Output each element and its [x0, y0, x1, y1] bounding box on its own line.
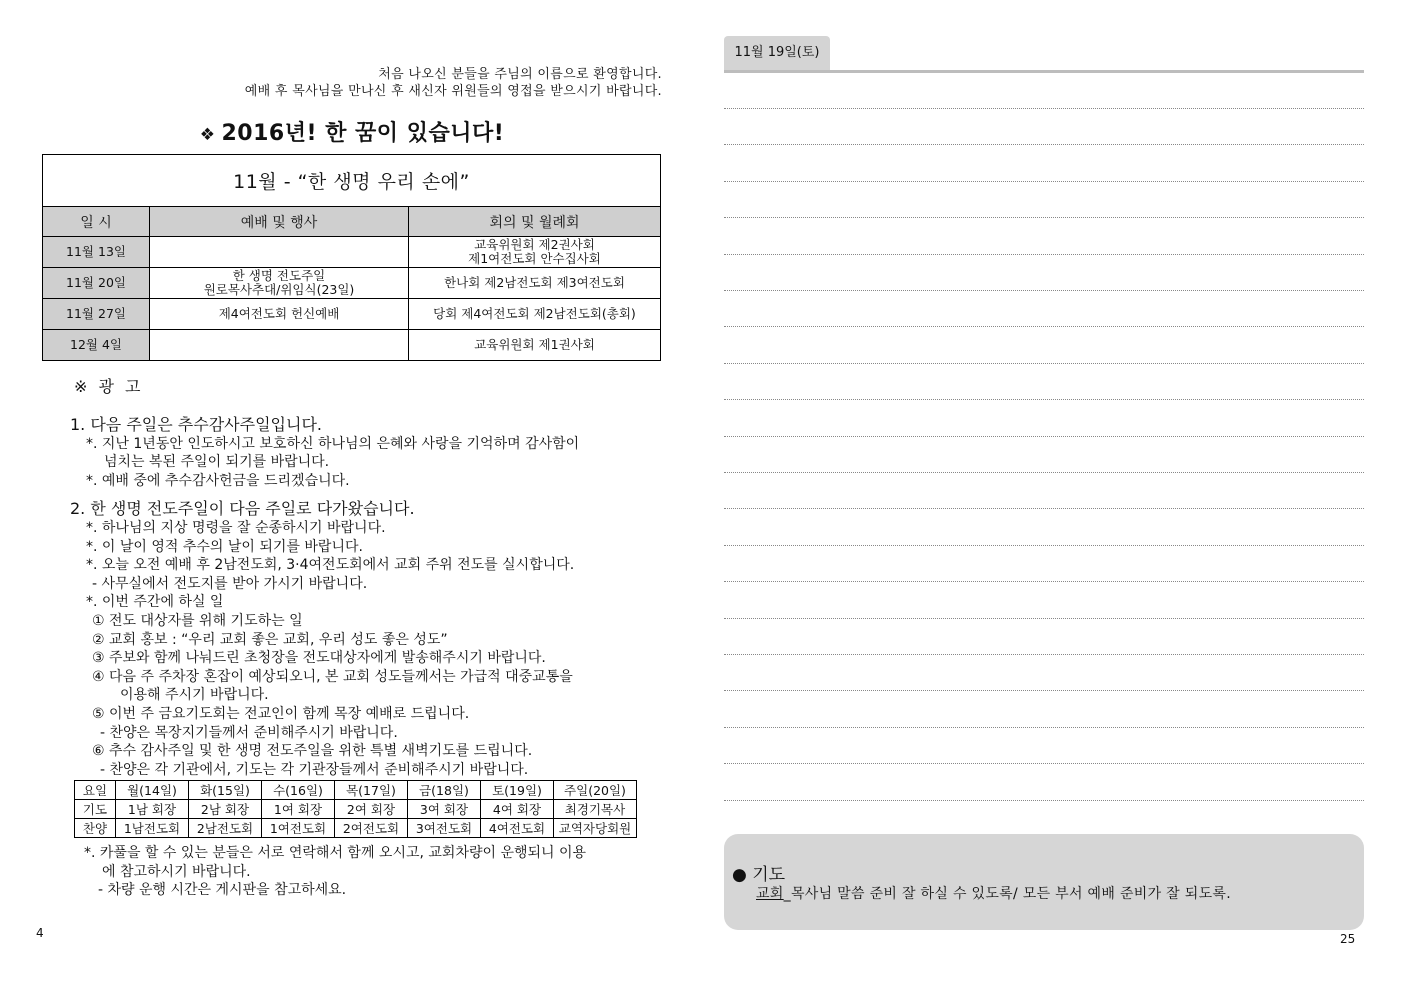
list-item: ⑥ 추수 감사주일 및 한 생명 전도주일을 위한 특별 새벽기도를 드립니다. [92, 743, 533, 760]
row-date: 11월 27일 [43, 299, 150, 330]
meeting-line: 제1여전도회 안수집사회 [468, 251, 601, 266]
list-item: - 찬양은 목장지기들께서 준비해주시기 바랍니다. [100, 724, 398, 741]
note-line [724, 399, 1364, 400]
note-line [724, 618, 1364, 619]
note-line [724, 254, 1364, 255]
list-item: 이용해 주시기 바랍니다. [120, 687, 269, 704]
table-row [75, 819, 637, 838]
row-label: 기도 [75, 800, 116, 819]
list-item: *. 하나님의 지상 명령을 잘 순종하시기 바랍니다. [86, 519, 386, 536]
row-meeting: 한나회 제2남전도회 제3여전도회 [409, 268, 661, 299]
table-cell: 1남전도회 [116, 819, 189, 838]
carpool-notice [84, 844, 664, 900]
prayer-text [756, 883, 1231, 903]
table-row [43, 237, 661, 268]
list-item: ③ 주보와 함께 나눠드린 초청장을 전도대상자에게 발송해주시기 바랍니다. [92, 650, 546, 667]
note-line [724, 290, 1364, 291]
announcements-title: ※ 광 고 [74, 377, 144, 396]
row-date: 12월 4일 [43, 330, 150, 361]
table-row [75, 800, 637, 819]
prayer-heading: ● 기도 [732, 865, 786, 885]
table-row [43, 330, 661, 361]
worship-line: 원로목사추대/위임식(23일) [203, 282, 355, 297]
note-line [724, 508, 1364, 509]
list-item: - 사무실에서 전도지를 받아 가시기 바랍니다. [92, 575, 368, 592]
header-date: 일 시 [43, 207, 150, 237]
carpool-line: *. 카풀을 할 수 있는 분들은 서로 연락해서 함께 오시고, 교회차량이 운행되니 이용 [84, 845, 587, 861]
list-item: ④ 다음 주 주차장 혼잡이 예상되오니, 본 교회 성도들께서는 가급적 대중교통을 [92, 668, 573, 685]
row-date: 11월 20일 [43, 268, 150, 299]
table-cell: 월(14일) [116, 781, 189, 800]
note-line [724, 326, 1364, 327]
prayer-subject: 교회 [756, 886, 784, 902]
note-line [724, 763, 1364, 764]
row-date: 11월 13일 [43, 237, 150, 268]
table-cell: 교역자당회원 [554, 819, 637, 838]
note-line [724, 800, 1364, 801]
header-meeting: 회의 및 월례회 [409, 207, 661, 237]
list-item: ① 전도 대상자를 위해 기도하는 일 [92, 612, 303, 629]
weekly-prayer-table [74, 780, 637, 838]
note-line [724, 436, 1364, 437]
note-line [724, 581, 1364, 582]
row-worship: 제4여전도회 헌신예배 [150, 299, 409, 330]
prayer-box [724, 834, 1364, 930]
table-cell: 목(17일) [335, 781, 408, 800]
tab-divider [724, 70, 1364, 73]
schedule-title: 11월 - “한 생명 우리 손에” [43, 155, 661, 207]
list-item: ⑤ 이번 주 금요기도회는 전교인이 함께 목장 예배로 드립니다. [92, 705, 470, 722]
header-worship: 예배 및 행사 [150, 207, 409, 237]
row-worship [150, 330, 409, 361]
note-line [724, 144, 1364, 145]
row-worship [150, 268, 409, 299]
row-meeting: 교육위원회 제1권사회 [409, 330, 661, 361]
table-cell: 금(18일) [408, 781, 481, 800]
row-worship [150, 237, 409, 268]
table-cell: 2남전도회 [189, 819, 262, 838]
note-line [724, 690, 1364, 691]
page-number-right: 25 [1340, 932, 1356, 946]
table-cell: 2남 회장 [189, 800, 262, 819]
november-schedule-table [42, 154, 661, 361]
carpool-line: 에 참고하시기 바랍니다. [102, 863, 251, 880]
note-line [724, 654, 1364, 655]
headline [42, 116, 662, 147]
row-label: 요일 [75, 781, 116, 800]
table-cell: 4여전도회 [481, 819, 554, 838]
table-cell: 1남 회장 [116, 800, 189, 819]
table-cell: 3여전도회 [408, 819, 481, 838]
table-cell: 토(19일) [481, 781, 554, 800]
row-label: 찬양 [75, 819, 116, 838]
note-line [724, 363, 1364, 364]
table-cell: 주일(20일) [554, 781, 637, 800]
page-number-left: 4 [36, 926, 44, 940]
note-line [724, 727, 1364, 728]
table-cell: 4여 회장 [481, 800, 554, 819]
row-meeting [409, 237, 661, 268]
date-tab: 11월 19일(토) [724, 36, 830, 70]
note-line [724, 472, 1364, 473]
table-cell: 3여 회장 [408, 800, 481, 819]
table-cell: 1여 회장 [262, 800, 335, 819]
note-line [724, 108, 1364, 109]
list-item: 넘치는 복된 주일이 되기를 바랍니다. [104, 454, 330, 471]
list-item: - 찬양은 각 기관에서, 기도는 각 기관장들께서 준비해주시기 바랍니다. [100, 761, 529, 778]
list-item: *. 예배 중에 추수감사헌금을 드리겠습니다. [86, 472, 350, 489]
list-item: ② 교회 홍보 : “우리 교회 좋은 교회, 우리 성도 좋은 성도” [92, 631, 448, 648]
table-row [75, 781, 637, 800]
announcements-body [70, 410, 670, 779]
headline-text: 2016년! 한 꿈이 있습니다! [221, 121, 505, 146]
note-line [724, 217, 1364, 218]
table-cell: 2여 회장 [335, 800, 408, 819]
note-line [724, 545, 1364, 546]
section-1-title: 1. 다음 주일은 추수감사주일입니다. [70, 415, 322, 434]
diamond-icon: ❖ [199, 125, 216, 145]
list-item: *. 이번 주간에 하실 일 [86, 594, 224, 611]
table-cell: 화(15일) [189, 781, 262, 800]
table-cell: 수(16일) [262, 781, 335, 800]
row-meeting: 당회 제4여전도회 제2남전도회(총회) [409, 299, 661, 330]
welcome-message [100, 66, 662, 100]
worship-line: 한 생명 전도주일 [232, 268, 326, 283]
table-cell: 1여전도회 [262, 819, 335, 838]
table-cell: 2여전도회 [335, 819, 408, 838]
prayer-content: _목사님 말씀 준비 잘 하실 수 있도록/ 모든 부서 예배 준비가 잘 되도록. [783, 886, 1231, 902]
welcome-line-2: 예배 후 목사님을 만나신 후 새신자 위원들의 영접을 받으시기 바랍니다. [244, 84, 662, 99]
list-item: *. 지난 1년동안 인도하시고 보호하신 하나님의 은혜와 사랑을 기억하며 감사함이 [86, 435, 580, 452]
table-row [43, 268, 661, 299]
table-cell: 최경기목사 [554, 800, 637, 819]
carpool-line: - 차량 운행 시간은 게시판을 참고하세요. [98, 882, 347, 899]
welcome-line-1: 처음 나오신 분들을 주님의 이름으로 환영합니다. [378, 67, 662, 82]
list-item: *. 오늘 오전 예배 후 2남전도회, 3·4여전도회에서 교회 주위 전도를 실시합니다. [86, 557, 575, 574]
note-line [724, 181, 1364, 182]
meeting-line: 교육위원회 제2권사회 [474, 237, 595, 252]
table-row [43, 299, 661, 330]
section-2-title: 2. 한 생명 전도주일이 다음 주일로 다가왔습니다. [70, 499, 415, 519]
list-item: *. 이 날이 영적 추수의 날이 되기를 바랍니다. [86, 538, 363, 555]
